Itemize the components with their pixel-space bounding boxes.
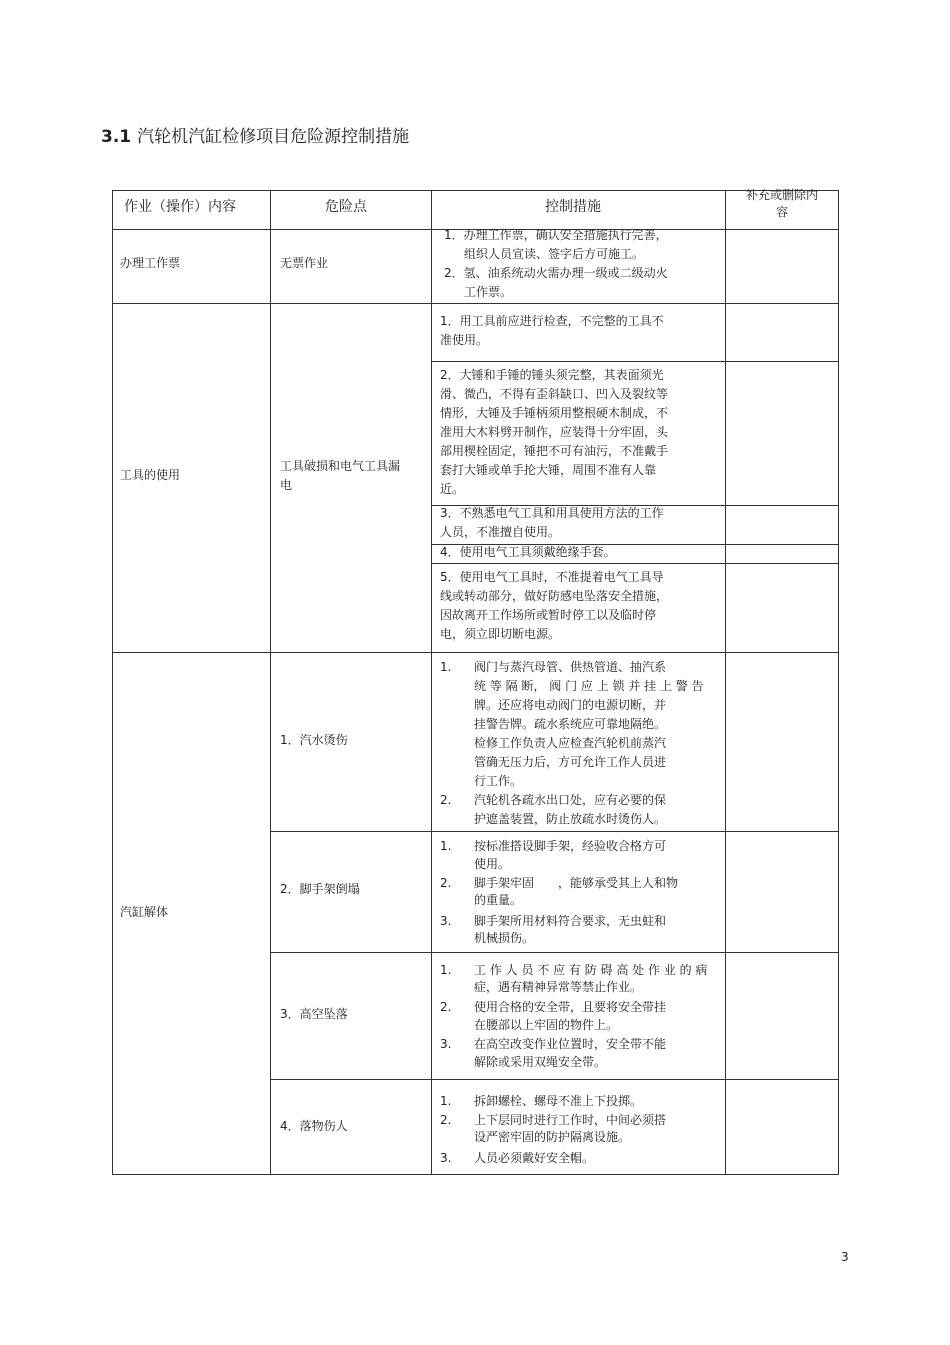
- measure-line: 使用。: [474, 857, 511, 871]
- task-cell: 办理工作票: [120, 256, 181, 270]
- measure-line: 管确无压力后，方可允许工作人员进: [474, 755, 667, 769]
- measure-line: 因故离开工作场所或暂时停工以及临时停: [440, 608, 657, 622]
- section-title-text: 汽轮机汽缸检修项目危险源控制措施: [137, 127, 410, 147]
- measure-line: 3．不熟悉电气工具和用具使用方法的工作: [440, 506, 664, 520]
- measure-line: 工作票。: [464, 285, 513, 299]
- subrow-divider: [270, 1079, 839, 1080]
- table-border-right: [838, 190, 839, 1175]
- measure-line: 1. 阀门与蒸汽母管、供热管道、抽汽系: [440, 660, 667, 674]
- measure-line: 解除或采用双绳安全带。: [474, 1055, 607, 1069]
- hazard-cell: 无票作业: [280, 256, 329, 270]
- header-task: 作业（操作）内容: [124, 199, 236, 215]
- page-number: 3: [841, 1250, 849, 1264]
- measure-line: 情形，大锤及手锤柄须用整根硬木制成，不: [440, 406, 669, 420]
- measure-line: 牌。还应将电动阀门的电源切断，并: [474, 698, 667, 712]
- measure-line: 近。: [440, 482, 465, 496]
- column-divider: [431, 190, 432, 1175]
- table-border-bottom: [112, 1174, 839, 1175]
- hazard-cell: 电: [280, 478, 293, 492]
- measure-line: 1．办理工作票，确认安全措施执行完善，: [444, 228, 668, 242]
- measure-line: 1. 工 作 人 员 不 应 有 防 碍 高 处 作 业 的 病: [440, 963, 708, 977]
- measure-line: 3. 在高空改变作业位置时，安全带不能: [440, 1037, 667, 1051]
- measure-line: 电，须立即切断电源。: [440, 627, 561, 641]
- task-cell: 工具的使用: [120, 468, 181, 482]
- measure-line: 机械损伤。: [474, 931, 535, 945]
- hazard-cell: 2．脚手架倒塌: [280, 882, 360, 896]
- header-supplement-line: 容: [775, 205, 788, 219]
- row-divider: [112, 652, 839, 653]
- subrow-divider: [270, 831, 839, 832]
- row-divider: [112, 303, 839, 304]
- measure-line: 挂警告牌。疏水系统应可靠地隔绝。: [474, 717, 667, 731]
- hazard-cell: 3．高空坠落: [280, 1007, 348, 1021]
- subrow-divider: [431, 563, 839, 564]
- measure-line: 2．大锤和手锤的锤头须完整，其表面须光: [440, 368, 664, 382]
- column-divider: [270, 190, 271, 1175]
- measure-line: 人员，不准擅自使用。: [440, 525, 561, 539]
- subrow-divider: [431, 361, 839, 362]
- hazard-cell: 工具破损和电气工具漏: [280, 459, 401, 473]
- header-supplement-line: 补充或删除内: [745, 188, 818, 202]
- measure-line: 设严密牢固的防护隔离设施。: [474, 1130, 631, 1144]
- column-divider: [725, 190, 726, 1175]
- header-supplement: [727, 187, 837, 221]
- measure-line: 套打大锤或单手抡大锤，周围不准有人靠: [440, 463, 657, 477]
- header-measures: 控制措施: [545, 199, 601, 215]
- measure-line: 1. 按标准搭设脚手架，经验收合格方可: [440, 839, 667, 853]
- measure-line: 检修工作负责人应检查汽轮机前蒸汽: [474, 736, 667, 750]
- hazard-cell: 1．汽水烫伤: [280, 733, 348, 747]
- measure-line: 2. 汽轮机各疏水出口处，应有必要的保: [440, 793, 667, 807]
- measure-line: 在腰部以上牢固的物件上。: [474, 1018, 619, 1032]
- measure-line: 1．用工具前应进行检查，不完整的工具不: [440, 314, 664, 328]
- measure-line: 3. 脚手架所用材料符合要求，无虫蛀和: [440, 914, 667, 928]
- hazard-cell: 4．落物伤人: [280, 1119, 348, 1133]
- header-hazard: 危险点: [325, 199, 367, 215]
- measure-line: 部用楔栓固定，锤把不可有油污，不准戴手: [440, 444, 669, 458]
- measure-line: 2. 脚手架牢固 ，能够承受其上人和物: [440, 876, 679, 890]
- measure-line: 1. 拆卸螺栓、螺母不准上下投掷。: [440, 1094, 643, 1108]
- subrow-divider: [270, 952, 839, 953]
- measure-line: 准使用。: [440, 333, 489, 347]
- measure-line: 症，遇有精神异常等禁止作业。: [474, 980, 643, 994]
- table-border-left: [112, 190, 113, 1175]
- measure-line: 2．氢、油系统动火需办理一级或二级动火: [444, 266, 668, 280]
- measure-line: 行工作。: [474, 774, 523, 788]
- task-cell: 汽缸解体: [120, 905, 169, 919]
- section-number: 3.1: [101, 127, 132, 147]
- measure-line: 护遮盖装置，防止放疏水时烫伤人。: [474, 812, 667, 826]
- measure-line: 的重量。: [474, 893, 523, 907]
- measure-line: 2. 上下层同时进行工作时，中间必须搭: [440, 1113, 667, 1127]
- measure-line: 组织人员宣读、签字后方可施工。: [464, 247, 645, 261]
- measure-line: 5．使用电气工具时，不准提着电气工具导: [440, 570, 664, 584]
- measure-line: 准用大木料劈开制作，应装得十分牢固，头: [440, 425, 669, 439]
- measure-line: 统 等 隔 断， 阀 门 应 上 锁 并 挂 上 警 告: [474, 679, 704, 693]
- measure-line: 2. 使用合格的安全带，且要将安全带挂: [440, 1000, 667, 1014]
- measure-line: 滑、微凸，不得有歪斜缺口、凹入及裂纹等: [440, 387, 669, 401]
- measure-line: 3. 人员必须戴好安全帽。: [440, 1151, 595, 1165]
- section-title: [101, 122, 409, 147]
- measure-line: 线或转动部分，做好防感电坠落安全措施，: [440, 589, 669, 603]
- measure-line: 4．使用电气工具须戴绝缘手套。: [440, 545, 616, 559]
